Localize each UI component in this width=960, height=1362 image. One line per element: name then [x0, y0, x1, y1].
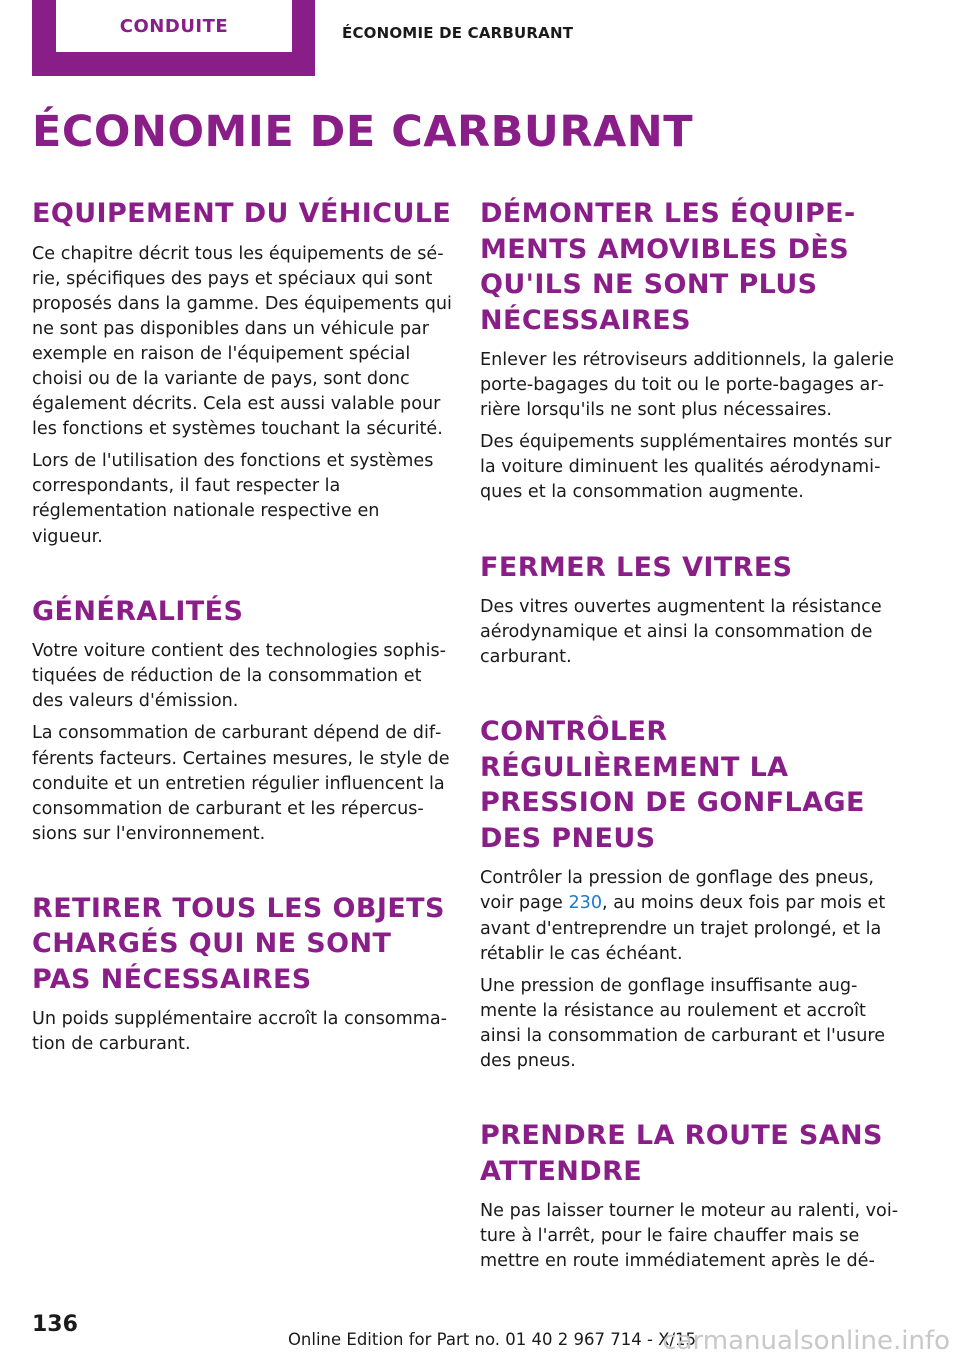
header-tab [32, 0, 315, 76]
paragraph: Votre voiture contient des technologies sophistiquées de réduction de la consommation et des valeurs d'émission. [32, 641, 446, 712]
paragraph-text: Contrôler la pression de gonflage des pneus, voir page [480, 868, 874, 914]
paragraph: Un poids supplémentaire accroît la consommation de carburant. [32, 1009, 447, 1055]
section-generalites [32, 594, 452, 847]
paragraph: Ce chapitre décrit tous les équipements de série, spécifiques des pays et spéciaux qui sont proposés dans la gamme. Des équipements qui ne sont pas disponibles dans un véhicule par exemple en raison de l'équipement spécial choisi ou de la variante de pays, sont donc également décrits. Cela est aussi valable pour les fonctions et systèmes touchant la sécurité. [32, 243, 452, 440]
section-prendre-route [480, 1118, 900, 1274]
section-title: DÉMONTER LES ÉQUIPEMENTS AMOVIBLES DÈS QU'ILS NE SONT PLUS NÉCESSAIRES [480, 198, 856, 336]
section-title: GÉNÉRALITÉS [32, 595, 244, 627]
edition-footer: Online Edition for Part no. 01 40 2 967 714 - X/15 [287, 1330, 696, 1349]
paragraph: Lors de l'utilisation des fonctions et systèmes correspondants, il faut respecter la réglementation nationale respective en vigueur. [32, 451, 434, 547]
section-fermer-vitres [480, 550, 900, 671]
paragraph: Des vitres ouvertes augmentent la résistance aérodynamique et ainsi la consommation de carburant. [480, 597, 882, 668]
section-title: CONTRÔLER RÉGULIÈREMENT LA PRESSION DE GONFLAGE DES PNEUS [480, 716, 865, 854]
section-header-label: ÉCONOMIE DE CARBURANT [342, 24, 574, 42]
section-demonter-equipements [480, 196, 900, 506]
page-title: ÉCONOMIE DE CARBURANT [32, 107, 694, 157]
section-equipement [32, 196, 452, 550]
paragraph [480, 866, 900, 966]
page-reference-link[interactable]: 230 [568, 893, 603, 914]
watermark: carmanualsonline.info [662, 1326, 950, 1356]
paragraph: Enlever les rétroviseurs additionnels, la galerie porte-bagages du toit ou le porte-bagages arrière lorsqu'ils ne sont plus nécessaires. [480, 350, 894, 421]
section-title: RETIRER TOUS LES OBJETS CHARGÉS QUI NE SONT PAS NÉCESSAIRES [32, 892, 445, 995]
paragraph: La consommation de carburant dépend de différents facteurs. Certaines mesures, le style de conduite et un entretien régulier influencent la consommation de carburant et les répercussions sur l'environnement. [32, 723, 450, 844]
paragraph: Une pression de gonflage insuffisante augmente la résistance au roulement et accroît ainsi la consommation de carburant et l'usure des pneus. [480, 975, 886, 1071]
section-pression-pneus [480, 714, 900, 1074]
page-number: 136 [32, 1312, 78, 1337]
left-column [32, 196, 452, 1065]
paragraph: Ne pas laisser tourner le moteur au ralenti, voiture à l'arrêt, pour le faire chauffer mais se mettre en route immédiatement après le dé- [480, 1201, 899, 1272]
section-title: PRENDRE LA ROUTE SANS ATTENDRE [480, 1120, 883, 1187]
section-retirer-objets [32, 891, 452, 1058]
right-column [480, 196, 900, 1281]
header-tab-inner [56, 0, 292, 52]
section-title: FERMER LES VITRES [480, 551, 793, 583]
section-title: EQUIPEMENT DU VÉHICULE [32, 198, 452, 229]
paragraph-text: , au moins deux fois par mois et avant d'entreprendre un trajet prolongé, et la rétablir le cas échéant. [480, 893, 886, 964]
paragraph: Des équipements supplémentaires montés sur la voiture diminuent les qualités aérodynamiques et la consommation augmente. [480, 432, 892, 503]
chapter-tab-label: CONDUITE [119, 15, 229, 37]
